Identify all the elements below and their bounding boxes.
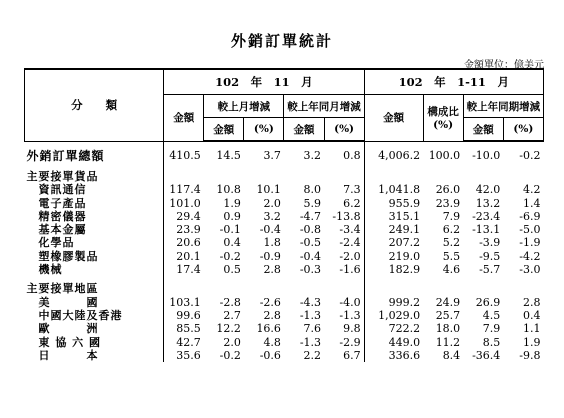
table-cell: -4.7	[299, 209, 322, 223]
ytd-yoy-pct-subheader: (%)	[503, 118, 543, 142]
table-cell: 7.6	[303, 322, 322, 336]
table-cell: -3.4	[339, 223, 361, 237]
table-cell: 4.8	[263, 335, 281, 349]
unit-note: 金額單位：億美元	[464, 60, 544, 71]
table-cell	[463, 282, 503, 295]
table-cell: 1,041.8	[364, 183, 423, 196]
table-cell	[503, 170, 543, 183]
table-cell: -9.5	[479, 249, 501, 263]
table-cell: 10.1	[256, 183, 281, 197]
table-cell: -4.0	[339, 295, 361, 309]
ytd-yoy-header: 較上年同期增減	[463, 95, 543, 118]
row-label: 機械	[38, 263, 63, 277]
table-cell: -0.4	[299, 249, 322, 263]
row-label: 東 協 六 國	[38, 335, 101, 349]
table-cell: 8.4	[442, 348, 461, 362]
row-label: 電子產品	[38, 196, 87, 210]
row-label: 外銷訂單總額	[26, 149, 105, 163]
table-row	[25, 223, 544, 236]
row-label: 化學品	[38, 236, 75, 250]
table-cell: 999.2	[364, 296, 423, 309]
table-cell: 14.5	[216, 149, 241, 162]
table-cell: -1.9	[519, 236, 541, 250]
table-cell: -10.0	[472, 149, 501, 162]
table-cell: 100.0	[428, 149, 461, 162]
table-cell: 0.9	[223, 209, 241, 223]
table-cell: 117.4	[164, 183, 204, 196]
row-label: 主要接單貨品	[26, 170, 99, 183]
mom-header: 較上月增減	[204, 95, 284, 118]
row-label: 歐 洲	[38, 322, 99, 336]
table-cell: 23.9	[435, 196, 461, 210]
table-cell: 99.6	[164, 309, 204, 322]
table-cell: 18.0	[435, 322, 461, 336]
period2-header: 102 年 1-11 月	[364, 69, 543, 95]
table-cell: -3.9	[479, 236, 501, 250]
table-cell: 2.8	[523, 295, 541, 309]
table-cell	[284, 170, 324, 183]
table-cell: 3.7	[263, 149, 281, 162]
table-cell: 5.5	[442, 249, 461, 263]
table-cell	[423, 282, 463, 295]
table-row	[25, 282, 544, 295]
row-label: 塑橡膠製品	[38, 249, 99, 263]
table-cell: -23.4	[472, 209, 501, 223]
table-cell: 35.6	[164, 349, 204, 362]
spacer-row	[25, 141, 544, 148]
table-cell: -0.1	[219, 223, 241, 237]
table-cell: -36.4	[472, 348, 501, 362]
share-unit: (%)	[433, 119, 454, 132]
table-row	[25, 197, 544, 210]
amount-header: 金額	[164, 95, 204, 142]
row-label: 主要接單地區	[26, 282, 99, 296]
table-cell: -6.9	[519, 209, 541, 223]
table-cell: 10.8	[216, 183, 241, 197]
table-cell: -3.0	[519, 263, 541, 277]
table-cell: -4.3	[299, 295, 322, 309]
table-cell: 449.0	[364, 336, 423, 349]
table-cell: -9.8	[519, 348, 541, 362]
table-cell: 42.0	[475, 183, 501, 197]
table-cell: -2.9	[339, 335, 361, 349]
table-cell: 13.2	[475, 196, 501, 210]
table-cell: -1.3	[299, 335, 322, 349]
table-row	[25, 170, 544, 183]
table-cell: 7.9	[482, 322, 501, 336]
table-cell: -1.6	[339, 263, 361, 277]
table-cell: 5.2	[442, 236, 461, 250]
table-cell: 3.2	[303, 149, 322, 162]
report-title: 外銷訂單統計	[230, 32, 333, 50]
table-cell: 9.8	[343, 322, 361, 336]
table-cell	[204, 282, 244, 295]
table-cell: 17.4	[164, 263, 204, 276]
table-cell: -5.0	[519, 223, 541, 237]
table-row	[25, 322, 544, 335]
yoy-amount-subheader: 金額	[284, 118, 324, 142]
share-label: 構成比	[427, 106, 459, 119]
table-cell: -1.3	[339, 308, 361, 322]
table-cell: 722.2	[364, 322, 423, 335]
mom-pct-subheader: (%)	[244, 118, 284, 142]
table-cell	[204, 170, 244, 183]
export-orders-table	[24, 68, 544, 362]
table-cell: 0.4	[523, 308, 541, 322]
ytd-amount-header: 金額	[364, 95, 423, 142]
table-cell: 7.3	[343, 183, 361, 197]
table-cell: 42.7	[164, 336, 204, 349]
table-cell: 1,029.0	[364, 309, 423, 322]
table-cell: -2.6	[259, 295, 281, 309]
ytd-yoy-amount-subheader: 金額	[463, 118, 503, 142]
table-cell: 4.2	[523, 183, 541, 197]
table-cell: 16.6	[256, 322, 281, 336]
row-label: 日 本	[38, 348, 99, 362]
table-cell: 182.9	[364, 263, 423, 276]
table-cell: 3.2	[263, 209, 281, 223]
table-cell: -2.8	[219, 295, 241, 309]
table-cell: 315.1	[364, 210, 423, 223]
table-body	[25, 141, 544, 362]
table-cell: -0.2	[519, 149, 541, 162]
row-label: 基本金屬	[38, 223, 87, 237]
table-cell: -1.3	[299, 308, 322, 322]
table-cell: -0.9	[259, 249, 281, 263]
table-row	[25, 296, 544, 309]
table-cell: 29.4	[164, 210, 204, 223]
table-cell: 6.2	[442, 223, 461, 237]
table-cell: 24.9	[435, 295, 461, 309]
table-cell: 2.2	[303, 348, 322, 362]
table-cell: -0.4	[259, 223, 281, 237]
table-cell: 207.2	[364, 236, 423, 249]
table-cell: 1.9	[523, 335, 541, 349]
table-cell: 20.1	[164, 250, 204, 263]
table-cell	[423, 170, 463, 183]
table-cell: 955.9	[364, 197, 423, 210]
period1-header: 102 年 11 月	[164, 69, 364, 95]
table-cell	[164, 170, 204, 183]
table-cell: 6.7	[343, 348, 361, 362]
table-cell: 11.2	[435, 335, 461, 349]
table-cell: -0.3	[299, 263, 322, 277]
table-row	[25, 349, 544, 362]
table-cell: 4,006.2	[364, 148, 423, 164]
table-cell: 0.5	[223, 263, 241, 277]
table-cell: 1.8	[263, 236, 281, 250]
table-row	[25, 210, 544, 223]
table-cell: 2.0	[263, 196, 281, 210]
table-cell	[244, 282, 284, 295]
yoy-pct-subheader: (%)	[324, 118, 364, 142]
row-label: 精密儀器	[38, 209, 87, 223]
table-cell: 26.9	[475, 295, 501, 309]
table-cell: -2.0	[339, 249, 361, 263]
table-cell: 0.8	[343, 149, 361, 162]
table-cell: 20.6	[164, 236, 204, 249]
table-cell: 336.6	[364, 349, 423, 362]
table-cell	[284, 282, 324, 295]
table-cell	[324, 170, 364, 183]
table-cell: 2.0	[223, 335, 241, 349]
table-cell: 101.0	[164, 197, 204, 210]
table-cell	[164, 282, 204, 295]
table-cell: 1.9	[223, 196, 241, 210]
table-cell: 0.4	[223, 236, 241, 250]
table-cell: -2.4	[339, 236, 361, 250]
yoy-header: 較上年同月增減	[284, 95, 364, 118]
table-row	[25, 309, 544, 322]
table-row	[25, 148, 544, 164]
row-label: 中國大陸及香港	[38, 308, 123, 322]
table-cell: -0.8	[299, 223, 322, 237]
table-cell: -0.5	[299, 236, 322, 250]
table-cell: 249.1	[364, 223, 423, 236]
table-cell: 103.1	[164, 296, 204, 309]
table-cell: 1.4	[523, 196, 541, 210]
table-cell: 7.9	[442, 209, 461, 223]
table-cell: 2.8	[263, 263, 281, 277]
table-cell: 5.9	[303, 196, 322, 210]
table-cell: 8.0	[303, 183, 322, 197]
table-cell: 85.5	[164, 322, 204, 335]
table-cell: -13.1	[472, 223, 501, 237]
table-cell: -0.2	[219, 249, 241, 263]
table-row	[25, 250, 544, 263]
table-cell: 6.2	[343, 196, 361, 210]
table-cell: 2.8	[263, 308, 281, 322]
row-label: 美 國	[38, 295, 99, 309]
table-cell: 4.5	[482, 308, 501, 322]
table-cell: 4.6	[442, 263, 461, 277]
table-cell: 23.9	[164, 223, 204, 236]
table-cell: -13.8	[332, 209, 361, 223]
table-cell: 12.2	[216, 322, 241, 336]
table-cell	[364, 170, 423, 183]
row-label: 資訊通信	[38, 183, 87, 197]
table-row	[25, 263, 544, 276]
table-cell	[324, 282, 364, 295]
table-cell	[463, 170, 503, 183]
table-row	[25, 236, 544, 249]
table-cell: 26.0	[435, 183, 461, 197]
category-header: 分 類	[25, 69, 164, 141]
table-cell: -4.2	[519, 249, 541, 263]
table-row	[25, 183, 544, 196]
table-cell	[503, 282, 543, 295]
table-cell: 219.0	[364, 250, 423, 263]
table-cell	[364, 282, 423, 295]
table-cell: -0.2	[219, 348, 241, 362]
table-cell: -5.7	[479, 263, 501, 277]
mom-amount-subheader: 金額	[204, 118, 244, 142]
table-row	[25, 336, 544, 349]
table-cell: 1.1	[523, 322, 541, 336]
table-cell: 25.7	[435, 308, 461, 322]
table-cell	[244, 170, 284, 183]
table-cell: -0.6	[259, 348, 281, 362]
table-cell: 2.7	[223, 308, 241, 322]
table-cell: 410.5	[164, 148, 204, 164]
share-header	[423, 95, 463, 142]
table-cell: 8.5	[482, 335, 501, 349]
